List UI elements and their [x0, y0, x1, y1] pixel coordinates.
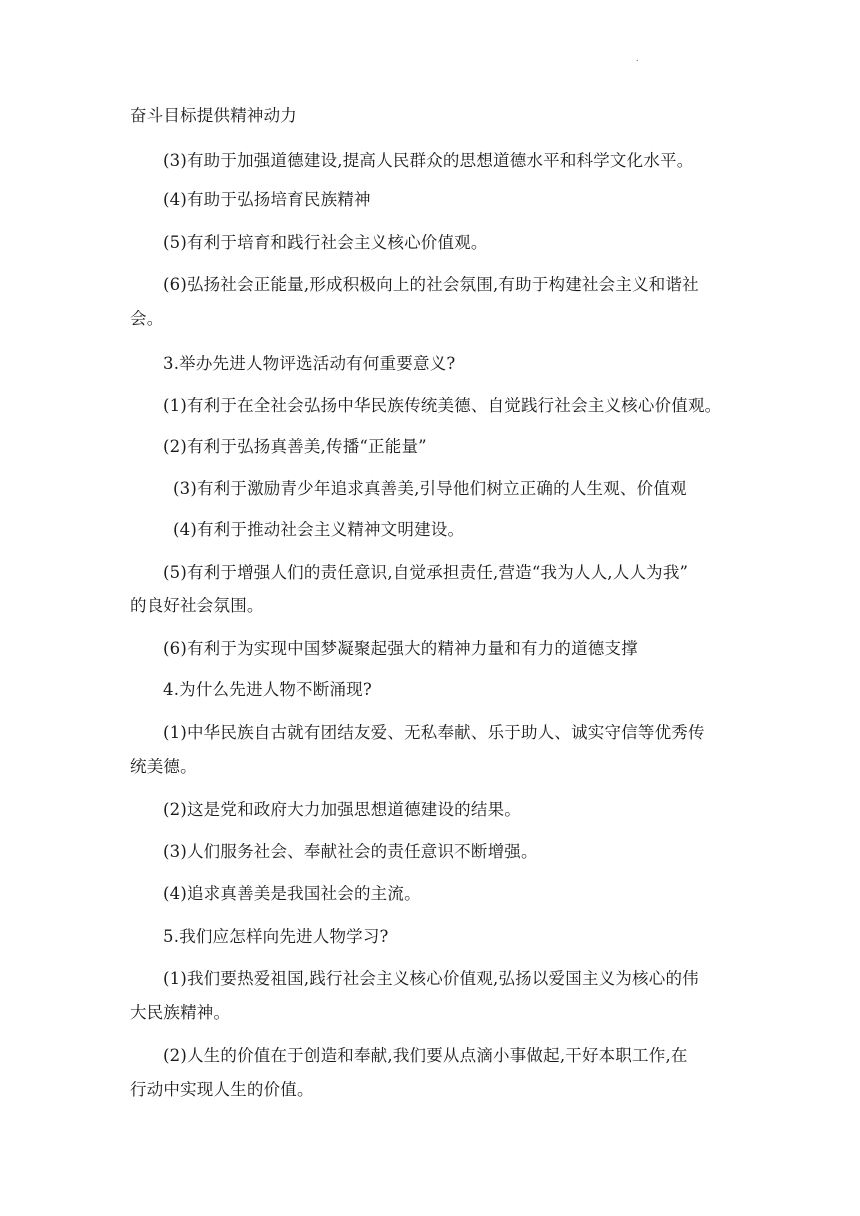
text-line: (6)弘扬社会正能量,形成积极向上的社会氛围,有助于构建社会主义和谐社: [163, 275, 699, 294]
text-line: (3)人们服务社会、奉献社会的责任意识不断增强。: [163, 842, 538, 861]
text-line: (5)有利于增强人们的责任意识,自觉承担责任,营造“我为人人,人人为我”: [163, 563, 689, 582]
text-line: (1)有利于在全社会弘扬中华民族传统美德、自觉践行社会主义核心价值观。: [163, 396, 722, 415]
text-line: 的良好社会氛围。: [130, 596, 264, 615]
text-line: (1)中华民族自古就有团结友爱、无私奉献、乐于助人、诚实守信等优秀传: [163, 723, 705, 742]
text-line: (5)有利于培育和践行社会主义核心价值观。: [163, 233, 488, 252]
text-line: 大民族精神。: [130, 1003, 231, 1022]
text-line: 会。: [130, 309, 164, 328]
text-line: 统美德。: [130, 757, 197, 776]
text-line: (3)有利于激励青少年追求真善美,引导他们树立正确的人生观、价值观: [173, 479, 687, 498]
header-mark: .: [636, 54, 639, 63]
text-line: (2)有利于弘扬真善美,传播“正能量”: [163, 437, 427, 456]
text-line: (2)这是党和政府大力加强思想道德建设的结果。: [163, 800, 521, 819]
text-line: (4)有利于推动社会主义精神文明建设。: [173, 520, 465, 539]
text-line: 行动中实现人生的价值。: [130, 1080, 314, 1099]
text-line: (3)有助于加强道德建设,提高人民群众的思想道德水平和科学文化水平。: [163, 151, 694, 170]
section-heading: 3.举办先进人物评选活动有何重要意义?: [163, 354, 456, 373]
section-heading: 5.我们应怎样向先进人物学习?: [163, 927, 389, 946]
text-line: (4)追求真善美是我国社会的主流。: [163, 884, 421, 903]
text-line: 奋斗目标提供精神动力: [130, 106, 297, 125]
text-line: (6)有利于为实现中国梦凝聚起强大的精神力量和有力的道德支撑: [163, 639, 638, 658]
text-line: (2)人生的价值在于创造和奉献,我们要从点滴小事做起,干好本职工作,在: [163, 1046, 688, 1065]
text-line: (4)有助于弘扬培育民族精神: [163, 190, 371, 209]
text-line: (1)我们要热爱祖国,践行社会主义核心价值观,弘扬以爱国主义为核心的伟: [163, 969, 699, 988]
section-heading: 4.为什么先进人物不断涌现?: [163, 680, 372, 699]
